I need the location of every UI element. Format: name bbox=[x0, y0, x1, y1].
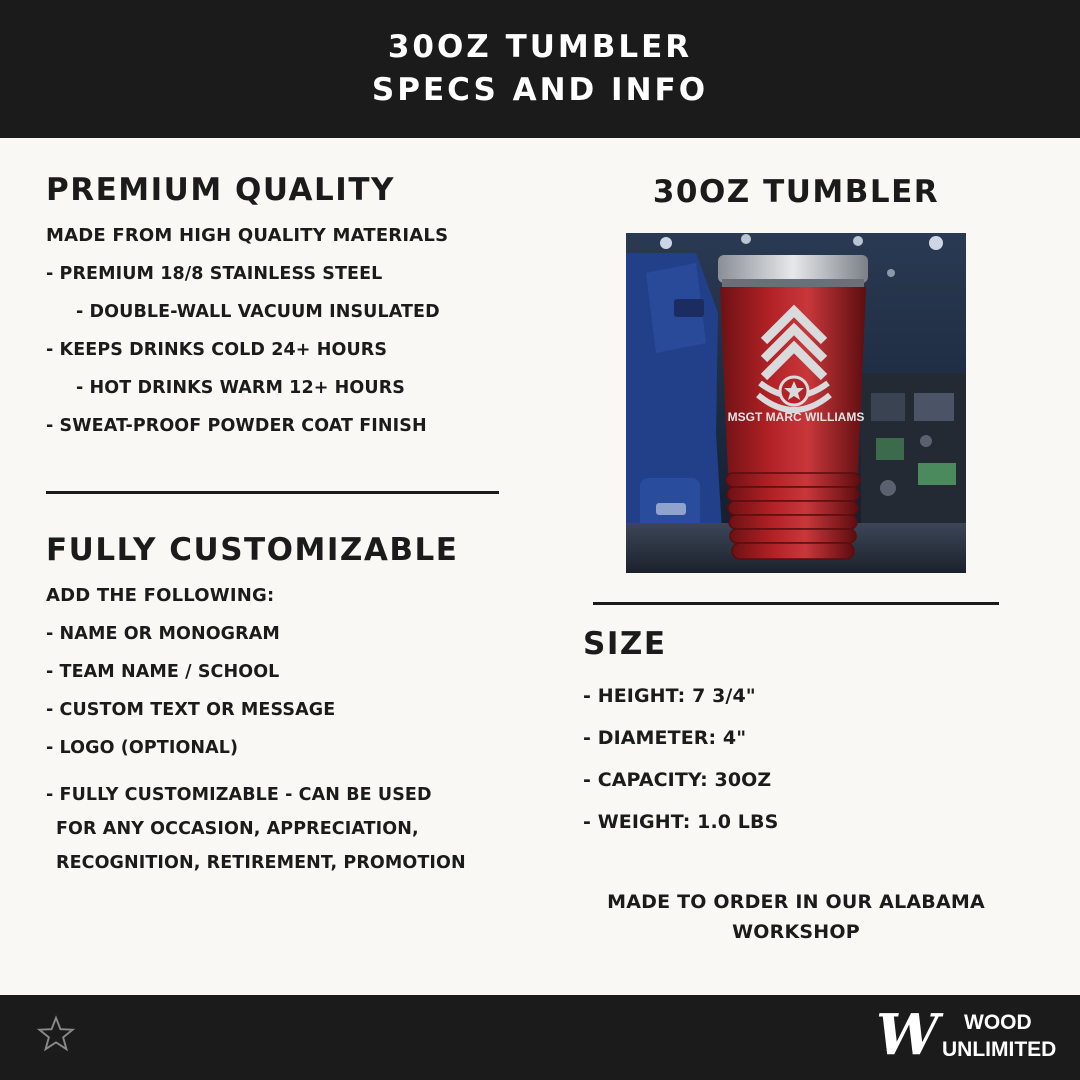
customizable-title: FULLY CUSTOMIZABLE bbox=[46, 532, 459, 568]
brand-logo bbox=[876, 1002, 1057, 1069]
section-divider bbox=[46, 491, 499, 494]
note-line: - FULLY CUSTOMIZABLE - CAN BE USED bbox=[46, 785, 432, 805]
list-item: - SWEAT-PROOF POWDER COAT FINISH bbox=[46, 416, 427, 436]
list-item: - WEIGHT: 1.0 LBS bbox=[583, 811, 779, 833]
made-line: WORKSHOP bbox=[732, 921, 860, 943]
list-item: - TEAM NAME / SCHOOL bbox=[46, 662, 280, 682]
list-item: - HOT DRINKS WARM 12+ HOURS bbox=[76, 378, 405, 398]
list-item: - HEIGHT: 7 3/4" bbox=[583, 685, 756, 707]
engraving-text: MSGT MARC WILLIAMS bbox=[727, 410, 865, 424]
list-item: - KEEPS DRINKS COLD 24+ HOURS bbox=[46, 340, 388, 360]
header-title-line2: SPECS AND INFO bbox=[371, 72, 709, 108]
list-item: - CAPACITY: 30OZ bbox=[583, 769, 772, 791]
brand-logo-mark: W bbox=[876, 1002, 931, 1068]
customizable-list bbox=[46, 622, 516, 760]
made-line: MADE TO ORDER IN OUR ALABAMA bbox=[607, 891, 985, 913]
size-section bbox=[583, 622, 1003, 852]
brand-logo-text: WOOD UNLIMITED bbox=[942, 1011, 1057, 1061]
product-photo bbox=[626, 233, 966, 573]
section-divider bbox=[593, 602, 999, 605]
customizable-subtitle: ADD THE FOLLOWING: bbox=[46, 585, 275, 606]
premium-quality-title: PREMIUM QUALITY bbox=[46, 172, 395, 208]
customizable-section bbox=[46, 528, 516, 880]
made-to-order-note bbox=[583, 887, 1009, 947]
page-footer bbox=[0, 995, 1080, 1080]
customizable-note bbox=[46, 778, 516, 880]
product-title: 30OZ TUMBLER bbox=[652, 174, 940, 210]
list-item: - PREMIUM 18/8 STAINLESS STEEL bbox=[46, 264, 383, 284]
list-item: - DIAMETER: 4" bbox=[583, 727, 747, 749]
note-line: RECOGNITION, RETIREMENT, PROMOTION bbox=[56, 853, 466, 873]
note-line: FOR ANY OCCASION, APPRECIATION, bbox=[56, 819, 419, 839]
header-title-line1: 30OZ TUMBLER bbox=[387, 29, 693, 65]
page-header bbox=[0, 0, 1080, 138]
list-item: - LOGO (OPTIONAL) bbox=[46, 738, 239, 758]
star-outline-icon bbox=[37, 1015, 75, 1053]
size-list bbox=[583, 684, 1003, 834]
list-item: - NAME OR MONOGRAM bbox=[46, 624, 280, 644]
premium-quality-section bbox=[46, 168, 506, 452]
size-title: SIZE bbox=[583, 626, 667, 662]
premium-quality-subtitle: MADE FROM HIGH QUALITY MATERIALS bbox=[46, 225, 449, 246]
list-item: - DOUBLE-WALL VACUUM INSULATED bbox=[76, 302, 440, 322]
premium-quality-list bbox=[46, 262, 506, 438]
list-item: - CUSTOM TEXT OR MESSAGE bbox=[46, 700, 336, 720]
